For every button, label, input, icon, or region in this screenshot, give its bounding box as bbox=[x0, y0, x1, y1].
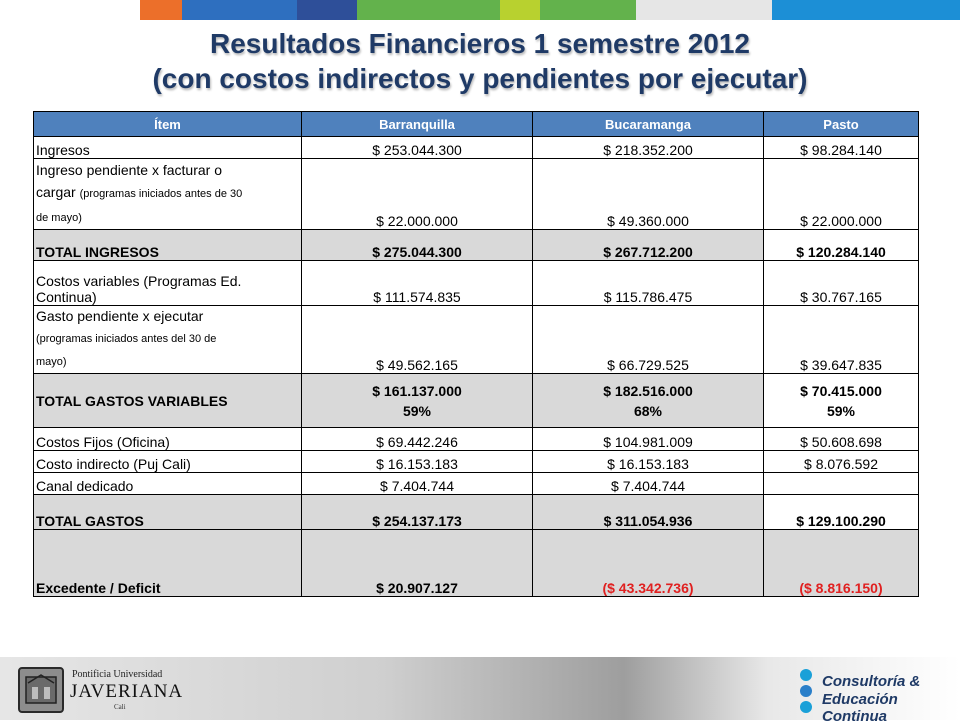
table-row-total bbox=[34, 495, 919, 530]
javeriana-line-1: Pontificia Universidad bbox=[72, 669, 163, 680]
cell-barranquilla: $ 254.137.173 bbox=[302, 495, 533, 530]
top-color-bar bbox=[0, 0, 960, 20]
cell-barranquilla: $ 22.000.000 bbox=[302, 159, 533, 230]
total-value: $ 161.137.000 bbox=[372, 382, 462, 399]
row-label: TOTAL GASTOS VARIABLES bbox=[34, 374, 302, 428]
cell-bucaramanga: ($ 43.342.736) bbox=[533, 530, 764, 597]
cell-bucaramanga: $ 115.786.475 bbox=[533, 261, 764, 306]
label-part: (programas iniciados antes del 30 de bbox=[36, 333, 217, 345]
header-barranquilla: Barranquilla bbox=[302, 112, 533, 137]
cell-pasto: $ 39.647.835 bbox=[764, 306, 919, 374]
javeriana-line-3: Cali bbox=[114, 703, 126, 711]
cell-barranquilla: $ 20.907.127 bbox=[302, 530, 533, 597]
row-label: Costo indirecto (Puj Cali) bbox=[34, 451, 302, 473]
financial-results-table bbox=[33, 111, 919, 597]
cell-pasto: $ 129.100.290 bbox=[764, 495, 919, 530]
percent-value: 68% bbox=[633, 402, 663, 419]
cell-barranquilla bbox=[302, 374, 533, 428]
cell-barranquilla: $ 69.442.246 bbox=[302, 428, 533, 451]
row-label: TOTAL GASTOS bbox=[34, 495, 302, 530]
label-part: (programas iniciados antes de 30 bbox=[79, 188, 243, 200]
header-item: Ítem bbox=[34, 112, 302, 137]
cell-barranquilla: $ 16.153.183 bbox=[302, 451, 533, 473]
percent-value: 59% bbox=[826, 402, 856, 419]
label-part: mayo) bbox=[36, 356, 67, 368]
color-band bbox=[182, 0, 297, 20]
row-label: Costos Fijos (Oficina) bbox=[34, 428, 302, 451]
javeriana-line-2: JAVERIANA bbox=[70, 681, 184, 702]
cell-bucaramanga: $ 16.153.183 bbox=[533, 451, 764, 473]
table-row bbox=[34, 428, 919, 451]
cell-pasto: $ 50.608.698 bbox=[764, 428, 919, 451]
cell-pasto bbox=[764, 473, 919, 495]
color-band bbox=[297, 0, 357, 20]
cell-pasto bbox=[764, 374, 919, 428]
color-band bbox=[500, 0, 540, 20]
cell-barranquilla: $ 49.562.165 bbox=[302, 306, 533, 374]
table-row-total bbox=[34, 530, 919, 597]
table-row bbox=[34, 306, 919, 374]
table-row bbox=[34, 473, 919, 495]
table-row bbox=[34, 451, 919, 473]
row-label: Ingresos bbox=[34, 137, 302, 159]
header-pasto: Pasto bbox=[764, 112, 919, 137]
cell-pasto: $ 22.000.000 bbox=[764, 159, 919, 230]
javeriana-logo bbox=[18, 667, 184, 713]
label-part: Gasto pendiente x ejecutar bbox=[36, 308, 204, 324]
cell-bucaramanga: $ 311.054.936 bbox=[533, 495, 764, 530]
label-part: de mayo) bbox=[36, 212, 82, 224]
total-value: $ 70.415.000 bbox=[800, 382, 882, 399]
cell-bucaramanga bbox=[533, 374, 764, 428]
total-value: $ 182.516.000 bbox=[603, 382, 693, 399]
row-label bbox=[34, 306, 302, 374]
row-label: Costos variables (Programas Ed. Continua) bbox=[34, 261, 302, 306]
color-band bbox=[772, 0, 960, 20]
color-band bbox=[0, 0, 140, 20]
cell-barranquilla: $ 111.574.835 bbox=[302, 261, 533, 306]
color-band bbox=[140, 0, 182, 20]
cell-barranquilla: $ 275.044.300 bbox=[302, 230, 533, 261]
university-seal-icon bbox=[18, 667, 64, 713]
cell-bucaramanga: $ 218.352.200 bbox=[533, 137, 764, 159]
cell-pasto: $ 98.284.140 bbox=[764, 137, 919, 159]
seal-emblem-icon bbox=[20, 669, 62, 711]
row-label: TOTAL INGRESOS bbox=[34, 230, 302, 261]
consultoria-logo bbox=[798, 663, 958, 725]
header-bucaramanga: Bucaramanga bbox=[533, 112, 764, 137]
cell-pasto: $ 120.284.140 bbox=[764, 230, 919, 261]
color-band bbox=[357, 0, 500, 20]
label-part: cargar bbox=[36, 184, 76, 200]
table-row-total bbox=[34, 374, 919, 428]
table-row bbox=[34, 261, 919, 306]
table-row bbox=[34, 159, 919, 230]
table-row-total bbox=[34, 230, 919, 261]
cell-pasto: $ 30.767.165 bbox=[764, 261, 919, 306]
cell-bucaramanga: $ 7.404.744 bbox=[533, 473, 764, 495]
header-row bbox=[34, 112, 919, 137]
color-band bbox=[636, 0, 772, 20]
title-line-1: Resultados Financieros 1 semestre 2012 bbox=[209, 28, 751, 59]
percent-value: 59% bbox=[402, 402, 432, 419]
label-part: Ingreso pendiente x facturar o bbox=[36, 162, 223, 178]
cell-bucaramanga: $ 49.360.000 bbox=[533, 159, 764, 230]
color-band bbox=[540, 0, 636, 20]
cell-bucaramanga: $ 104.981.009 bbox=[533, 428, 764, 451]
cell-barranquilla: $ 7.404.744 bbox=[302, 473, 533, 495]
table-row bbox=[34, 137, 919, 159]
cell-bucaramanga: $ 267.712.200 bbox=[533, 230, 764, 261]
row-label bbox=[34, 159, 302, 230]
dots-icon bbox=[800, 663, 816, 719]
cell-barranquilla: $ 253.044.300 bbox=[302, 137, 533, 159]
slide-title bbox=[0, 26, 960, 96]
consultoria-line-1: Consultoría & bbox=[822, 673, 921, 690]
row-label: Canal dedicado bbox=[34, 473, 302, 495]
title-line-2: (con costos indirectos y pendientes por ejecutar) bbox=[152, 63, 808, 94]
cell-pasto: ($ 8.816.150) bbox=[764, 530, 919, 597]
row-label: Excedente / Deficit bbox=[34, 530, 302, 597]
cell-pasto: $ 8.076.592 bbox=[764, 451, 919, 473]
consultoria-line-2: Educación Continua bbox=[822, 691, 898, 725]
cell-bucaramanga: $ 66.729.525 bbox=[533, 306, 764, 374]
